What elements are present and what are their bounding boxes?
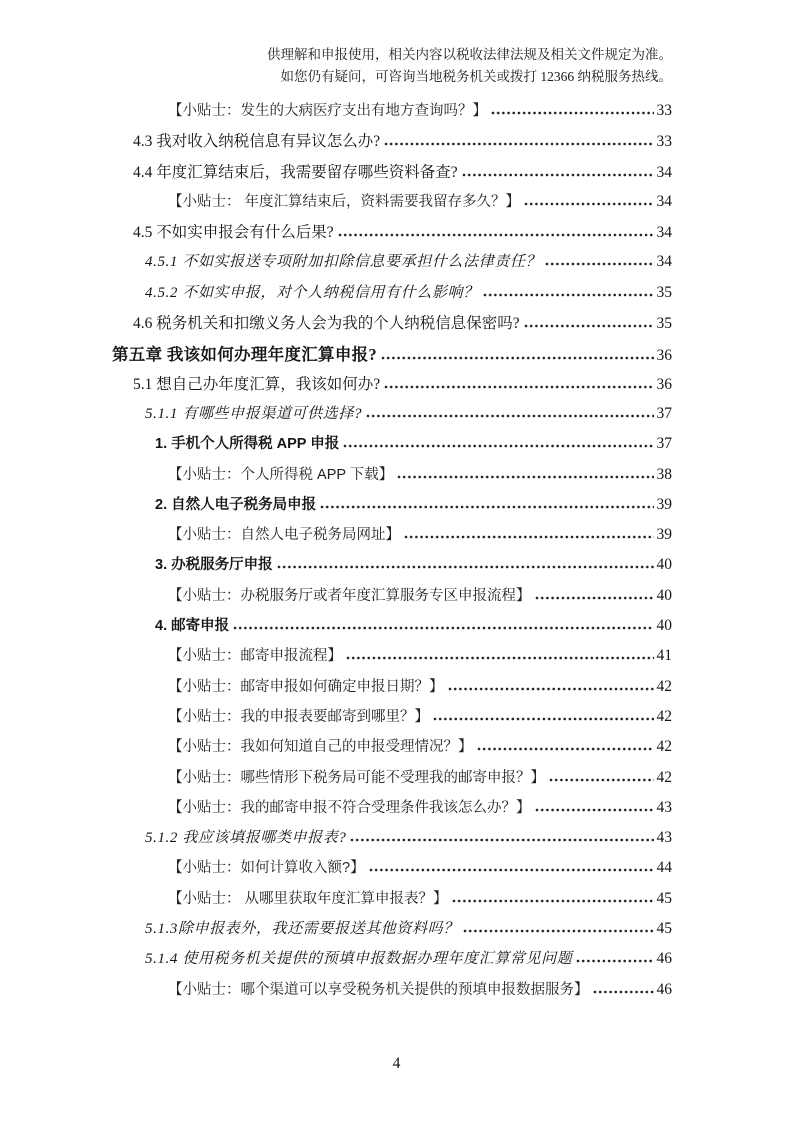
dot-leader — [384, 384, 653, 389]
toc-entry-page: 34 — [656, 224, 672, 242]
toc-entry-title: 【小贴士：我的申报表要邮寄到哪里？】 — [168, 708, 429, 725]
dot-leader — [535, 807, 654, 812]
toc-entry[interactable] — [112, 129, 672, 159]
dot-leader — [233, 625, 653, 630]
dot-leader — [452, 898, 654, 903]
toc-entry-page: 36 — [656, 347, 672, 365]
toc-entry-title: 5.1 想自己办年度汇算，我该如何办? — [133, 375, 381, 393]
toc-entry-page: 42 — [656, 738, 672, 756]
toc-entry[interactable] — [112, 644, 672, 674]
toc-entry-title: 第五章 我该如何办理年度汇算申报? — [112, 345, 377, 365]
dot-leader — [338, 232, 654, 237]
toc-entry-title: 5.1.1 有哪些申报渠道可供选择? — [145, 405, 363, 422]
toc-entry-title: 【小贴士：邮寄申报如何确定申报日期？】 — [168, 678, 444, 695]
toc-entry-title: 1. 手机个人所得税 APP 申报 — [155, 436, 340, 453]
dot-leader — [524, 201, 653, 206]
dot-leader — [343, 443, 653, 448]
toc-entry-page: 35 — [656, 283, 672, 301]
toc-entry[interactable] — [112, 856, 672, 886]
toc-entry[interactable] — [112, 341, 672, 371]
toc-entry-page: 45 — [656, 920, 672, 938]
dot-leader — [433, 716, 654, 721]
toc-entry[interactable] — [112, 614, 672, 644]
toc-entry-page: 39 — [656, 526, 672, 544]
toc-entry-title: 【小贴士：发生的大病医疗支出有地方查询吗？】 — [168, 103, 487, 119]
toc-entry-page: 33 — [656, 102, 672, 119]
toc-entry[interactable] — [112, 493, 672, 523]
dot-leader — [535, 595, 654, 600]
toc-entry-page: 42 — [656, 677, 672, 695]
dot-leader — [320, 504, 653, 509]
dot-leader — [576, 958, 653, 963]
toc-entry-page: 46 — [656, 980, 672, 998]
toc-entry[interactable] — [112, 796, 672, 826]
toc-entry[interactable] — [112, 947, 672, 977]
toc-entry-title: 3. 办税服务厅申报 — [155, 557, 273, 574]
toc-entry-title: 5.1.2 我应该填报哪类申报表? — [145, 830, 347, 847]
toc-entry-page: 34 — [656, 253, 672, 271]
toc-entry-title: 4.5 不如实申报会有什么后果? — [133, 224, 334, 242]
toc-entry-page: 43 — [656, 829, 672, 847]
table-of-contents — [112, 99, 672, 1008]
toc-entry[interactable] — [112, 281, 672, 311]
dot-leader — [277, 564, 654, 569]
toc-entry-page: 34 — [656, 163, 672, 181]
toc-entry-title: 【小贴士：我的邮寄申报不符合受理条件我该怎么办？】 — [168, 799, 531, 816]
toc-entry-page: 44 — [656, 859, 672, 877]
toc-entry[interactable] — [112, 311, 672, 341]
toc-entry[interactable] — [112, 917, 672, 947]
toc-entry-page: 37 — [656, 404, 672, 422]
toc-entry-page: 40 — [656, 617, 672, 635]
dot-leader — [350, 837, 653, 842]
toc-entry-page: 42 — [656, 768, 672, 786]
toc-entry-title: 【小贴士：哪些情形下税务局可能不受理我的邮寄申报？】 — [168, 769, 545, 786]
toc-entry-title: 【小贴士：如何计算收入额?】 — [168, 860, 365, 877]
toc-entry-title: 【小贴士： 年度汇算结束后，资料需要我留存多久？】 — [168, 193, 521, 210]
dot-leader — [545, 261, 653, 266]
toc-entry[interactable] — [112, 402, 672, 432]
toc-entry-title: 4.3 我对收入纳税信息有异议怎么办? — [133, 133, 381, 151]
page-note-line1: 供理解和申报使用，相关内容以税收法律法规及相关文件规定为准。 — [267, 47, 672, 62]
toc-entry[interactable] — [112, 735, 672, 765]
dot-leader — [483, 292, 654, 297]
toc-entry-title: 5.1.3除申报表外，我还需要报送其他资料吗？ — [145, 921, 459, 938]
toc-entry[interactable] — [112, 887, 672, 917]
dot-leader — [491, 110, 654, 115]
toc-entry[interactable] — [112, 553, 672, 583]
toc-entry-page: 38 — [656, 465, 672, 483]
toc-entry-page: 45 — [656, 889, 672, 907]
toc-entry-page: 33 — [656, 133, 672, 151]
toc-entry[interactable] — [112, 372, 672, 402]
toc-entry-title: 【小贴士：哪个渠道可以享受税务机关提供的预填申报数据服务】 — [168, 981, 589, 998]
toc-entry-title: 4.4 年度汇算结束后，我需要留存哪些资料备查? — [133, 163, 458, 181]
toc-entry-page: 37 — [656, 435, 672, 453]
dot-leader — [397, 474, 653, 479]
dot-leader — [524, 323, 654, 328]
toc-entry[interactable] — [112, 675, 672, 705]
toc-entry-title: 4.5.2 不如实申报，对个人纳税信用有什么影响？ — [145, 284, 479, 301]
page-number: 4 — [392, 1055, 401, 1072]
toc-entry-title: 【小贴士：邮寄申报流程】 — [168, 648, 342, 665]
toc-entry-title: 【小贴士：自然人电子税务局网址】 — [168, 527, 400, 544]
toc-entry-page: 41 — [656, 647, 672, 665]
toc-entry-page: 46 — [656, 950, 672, 968]
toc-entry-title: 【小贴士：办税服务厅或者年度汇算服务专区申报流程】 — [168, 587, 531, 604]
toc-entry-title: 【小贴士：我如何知道自己的申报受理情况？】 — [168, 739, 473, 756]
toc-entry[interactable] — [112, 766, 672, 796]
toc-entry[interactable] — [112, 705, 672, 735]
toc-entry[interactable] — [112, 463, 672, 493]
dot-leader — [549, 777, 654, 782]
toc-entry-page: 34 — [656, 192, 672, 210]
dot-leader — [593, 989, 654, 994]
dot-leader — [462, 172, 654, 177]
toc-entry-title: 【小贴士：个人所得税 APP 下载】 — [168, 466, 394, 483]
toc-entry[interactable] — [112, 160, 672, 190]
dot-leader — [448, 686, 654, 691]
dot-leader — [346, 655, 654, 660]
dot-leader — [366, 413, 653, 418]
toc-entry[interactable] — [112, 432, 672, 462]
toc-entry-page: 43 — [656, 798, 672, 816]
dot-leader — [477, 746, 654, 751]
toc-entry-title: 5.1.4 使用税务机关提供的预填申报数据办理年度汇算常见问题 — [145, 951, 573, 968]
dot-leader — [404, 534, 654, 539]
toc-entry[interactable] — [112, 99, 672, 129]
toc-entry-page: 39 — [656, 495, 672, 513]
toc-entry-page: 36 — [656, 375, 672, 393]
dot-leader — [463, 928, 654, 933]
toc-entry[interactable] — [112, 250, 672, 280]
toc-entry[interactable] — [112, 523, 672, 553]
toc-entry[interactable] — [112, 826, 672, 856]
toc-entry[interactable] — [112, 190, 672, 220]
toc-entry-title: 【小贴士： 从哪里获取年度汇算申报表？】 — [168, 890, 448, 907]
toc-entry[interactable] — [112, 978, 672, 1008]
toc-entry-title: 4.6 税务机关和扣缴义务人会为我的个人纳税信息保密吗? — [133, 315, 520, 333]
toc-entry-page: 35 — [656, 315, 672, 333]
toc-entry[interactable] — [112, 584, 672, 614]
toc-entry[interactable] — [112, 220, 672, 250]
toc-entry-page: 42 — [656, 707, 672, 725]
dot-leader — [381, 355, 654, 360]
dot-leader — [384, 141, 653, 146]
page-note — [267, 44, 672, 88]
toc-entry-title: 4.5.1 不如实报送专项附加扣除信息要承担什么法律责任？ — [145, 254, 542, 271]
toc-entry-page: 40 — [656, 586, 672, 604]
toc-entry-page: 40 — [656, 556, 672, 574]
toc-entry-title: 4. 邮寄申报 — [155, 618, 230, 635]
toc-entry-title: 2. 自然人电子税务局申报 — [155, 496, 317, 513]
page-note-line2: 如您仍有疑问，可咨询当地税务机关或拨打 12366 纳税服务热线。 — [280, 69, 672, 84]
dot-leader — [369, 867, 654, 872]
